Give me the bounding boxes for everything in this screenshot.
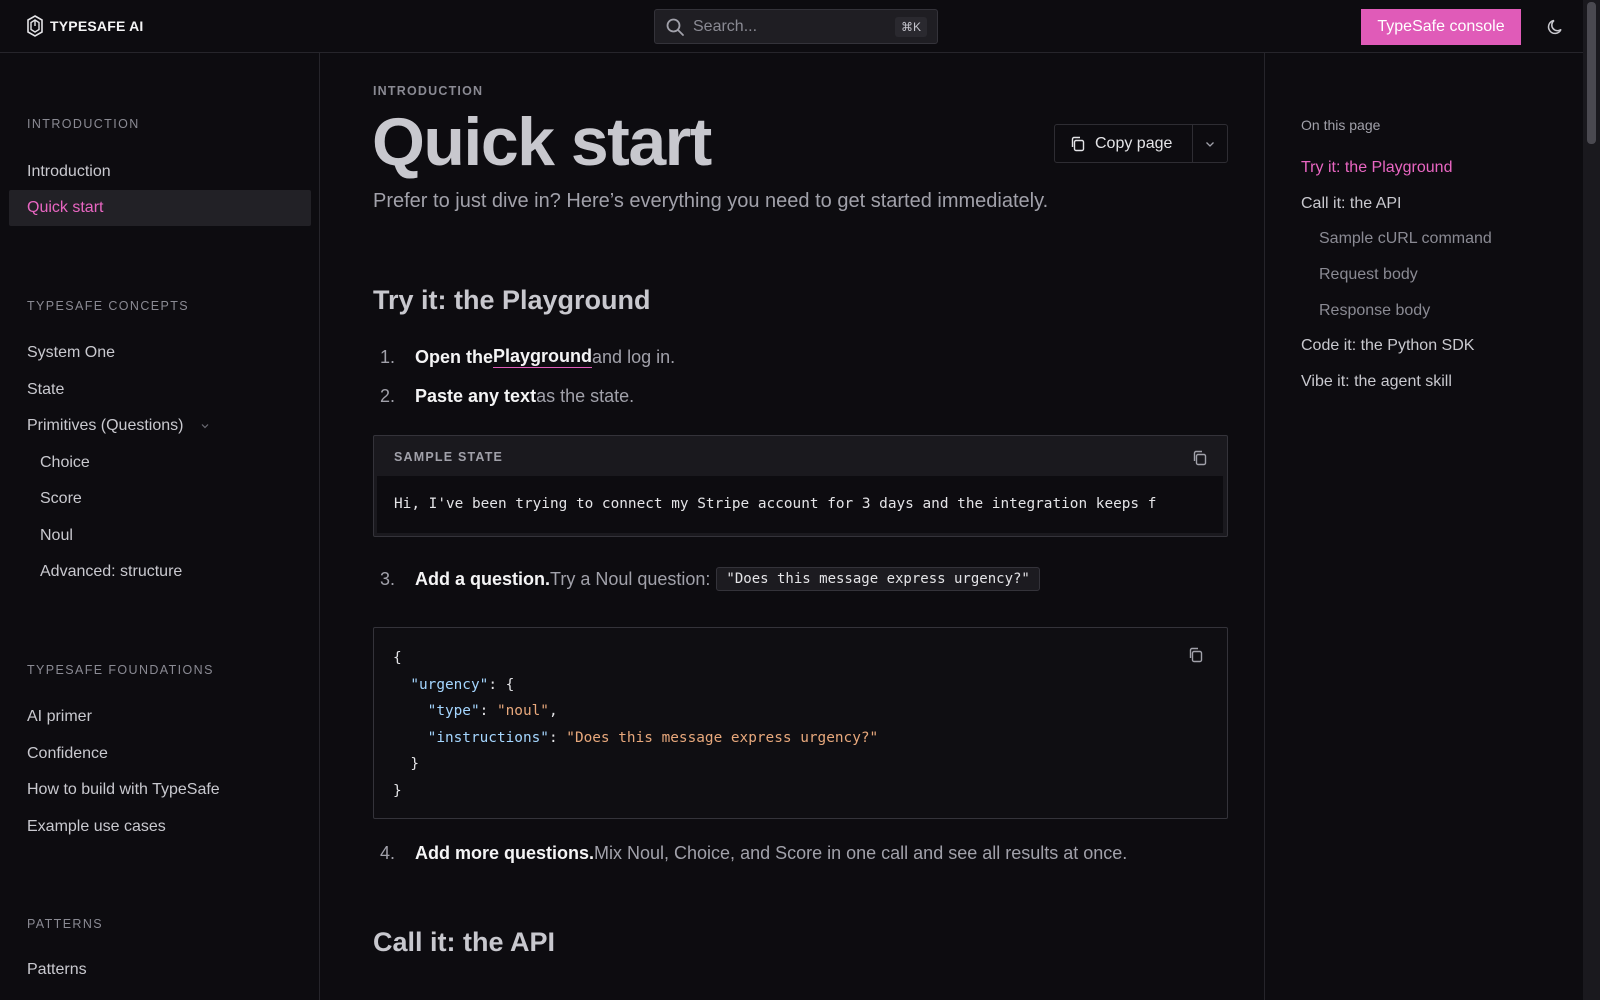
copy-page-label: Copy page bbox=[1095, 134, 1173, 152]
step-bold: Add a question. bbox=[415, 568, 550, 589]
breadcrumb: INTRODUCTION bbox=[373, 84, 484, 98]
step-text: Try a Noul question: bbox=[550, 568, 711, 589]
top-header bbox=[0, 0, 1583, 53]
console-button[interactable]: TypeSafe console bbox=[1361, 9, 1521, 45]
step-number: 4. bbox=[380, 843, 396, 863]
chevron-down-icon bbox=[1204, 138, 1216, 150]
left-sidebar bbox=[0, 53, 320, 1000]
step-number: 2. bbox=[380, 386, 396, 406]
step-number: 3. bbox=[380, 568, 396, 589]
copy-icon bbox=[1069, 135, 1087, 153]
step-text: as the state. bbox=[536, 386, 635, 406]
sidebar-item-noul[interactable]: Noul bbox=[40, 527, 73, 544]
copy-icon[interactable] bbox=[1187, 646, 1205, 664]
on-this-page-toc bbox=[1264, 53, 1583, 1000]
nav-section-title: TYPESAFE FOUNDATIONS bbox=[27, 663, 214, 677]
sidebar-item-primitives[interactable] bbox=[27, 417, 210, 435]
search-box[interactable] bbox=[654, 9, 938, 44]
brand-logo[interactable] bbox=[26, 15, 143, 37]
json-code-block bbox=[373, 627, 1228, 819]
code-string: "noul" bbox=[496, 703, 549, 719]
search-shortcut: ⌘K bbox=[895, 17, 927, 37]
sample-state-label: SAMPLE STATE bbox=[394, 450, 504, 464]
code-line: { bbox=[393, 650, 402, 666]
sidebar-item-ai-primer[interactable]: AI primer bbox=[27, 708, 92, 725]
code-key: "urgency" bbox=[410, 676, 489, 693]
step-item bbox=[380, 843, 1127, 864]
sample-state-text: Hi, I've been trying to connect my Stripe account for 3 days and the integration keeps f bbox=[394, 496, 1157, 512]
step-bold: Open the bbox=[415, 346, 494, 367]
sidebar-item-patterns[interactable]: Patterns bbox=[27, 961, 87, 978]
chevron-down-icon[interactable] bbox=[200, 421, 210, 431]
sidebar-item-label: Primitives (Questions) bbox=[27, 417, 184, 434]
step-number: 1. bbox=[380, 346, 396, 367]
sidebar-item-advanced-structure[interactable]: Advanced: structure bbox=[40, 563, 183, 580]
nav-section-title: PATTERNS bbox=[27, 917, 104, 931]
sidebar-item-system-one[interactable]: System One bbox=[27, 344, 116, 361]
sidebar-item-quick-start[interactable]: Quick start bbox=[27, 199, 104, 216]
sidebar-item-confidence[interactable]: Confidence bbox=[27, 745, 108, 762]
toc-item-curl[interactable]: Sample cURL command bbox=[1319, 230, 1492, 247]
main-content bbox=[320, 53, 1264, 1000]
copy-page-button[interactable] bbox=[1055, 125, 1193, 162]
toc-item-api[interactable]: Call it: the API bbox=[1301, 195, 1402, 212]
code-key: "instructions" bbox=[427, 729, 549, 746]
step-item bbox=[380, 346, 675, 368]
step-text: Mix Noul, Choice, and Score in one call and see all results at once. bbox=[594, 843, 1128, 863]
copy-options-dropdown[interactable] bbox=[1193, 125, 1227, 162]
code-line: "instructions": "Does this message express urgency?" bbox=[427, 729, 879, 746]
toc-title: On this page bbox=[1301, 117, 1381, 133]
page-subtitle: Prefer to just dive in? Here’s everything you need to get started immediately. bbox=[373, 190, 1049, 212]
page-title: Quick start bbox=[372, 104, 711, 180]
sidebar-item-state[interactable]: State bbox=[27, 381, 65, 398]
sample-state-block bbox=[373, 435, 1228, 537]
code-line: } bbox=[393, 756, 419, 772]
search-icon bbox=[665, 17, 685, 37]
search-placeholder: Search... bbox=[693, 17, 758, 35]
sidebar-item-introduction[interactable]: Introduction bbox=[27, 163, 111, 180]
code-line: "urgency": { bbox=[410, 676, 515, 693]
step-item bbox=[380, 567, 1040, 591]
nav-section-title: TYPESAFE CONCEPTS bbox=[27, 299, 190, 313]
copy-page-group bbox=[1054, 124, 1228, 163]
toc-item-agent-skill[interactable]: Vibe it: the agent skill bbox=[1301, 373, 1452, 390]
toc-item-playground[interactable]: Try it: the Playground bbox=[1301, 159, 1453, 176]
sidebar-item-choice[interactable]: Choice bbox=[40, 454, 90, 471]
nav-section-title: INTRODUCTION bbox=[27, 117, 140, 131]
sidebar-item-score[interactable]: Score bbox=[40, 490, 82, 507]
code-string: "Does this message express urgency?" bbox=[566, 729, 879, 746]
copy-icon[interactable] bbox=[1191, 449, 1209, 467]
playground-link[interactable]: Playground bbox=[493, 346, 593, 366]
sidebar-item-how-to-build[interactable]: How to build with TypeSafe bbox=[27, 781, 220, 798]
step-item bbox=[380, 386, 634, 407]
sample-state-body[interactable] bbox=[377, 476, 1223, 533]
code-line: } bbox=[393, 782, 402, 799]
toc-item-request-body[interactable]: Request body bbox=[1319, 266, 1418, 283]
typesafe-logo-icon bbox=[26, 15, 44, 37]
inline-code: "Does this message express urgency?" bbox=[716, 567, 1039, 591]
step-bold: Add more questions. bbox=[415, 843, 595, 863]
page-scrollbar[interactable] bbox=[1583, 0, 1600, 1000]
scrollbar-thumb[interactable] bbox=[1587, 2, 1596, 144]
step-text: and log in. bbox=[592, 346, 676, 367]
code-key: "type" bbox=[427, 703, 480, 719]
code-content bbox=[393, 645, 878, 804]
section-heading-playground: Try it: the Playground bbox=[373, 285, 651, 315]
sidebar-item-example-use-cases[interactable]: Example use cases bbox=[27, 818, 166, 835]
brand-name: TYPESAFE AI bbox=[50, 18, 144, 34]
code-line: "type": "noul", bbox=[427, 703, 558, 719]
step-bold: Paste any text bbox=[415, 386, 537, 406]
moon-icon[interactable] bbox=[1546, 17, 1566, 37]
toc-item-response-body[interactable]: Response body bbox=[1319, 302, 1431, 319]
section-heading-api: Call it: the API bbox=[373, 927, 556, 957]
toc-item-python-sdk[interactable]: Code it: the Python SDK bbox=[1301, 337, 1475, 354]
